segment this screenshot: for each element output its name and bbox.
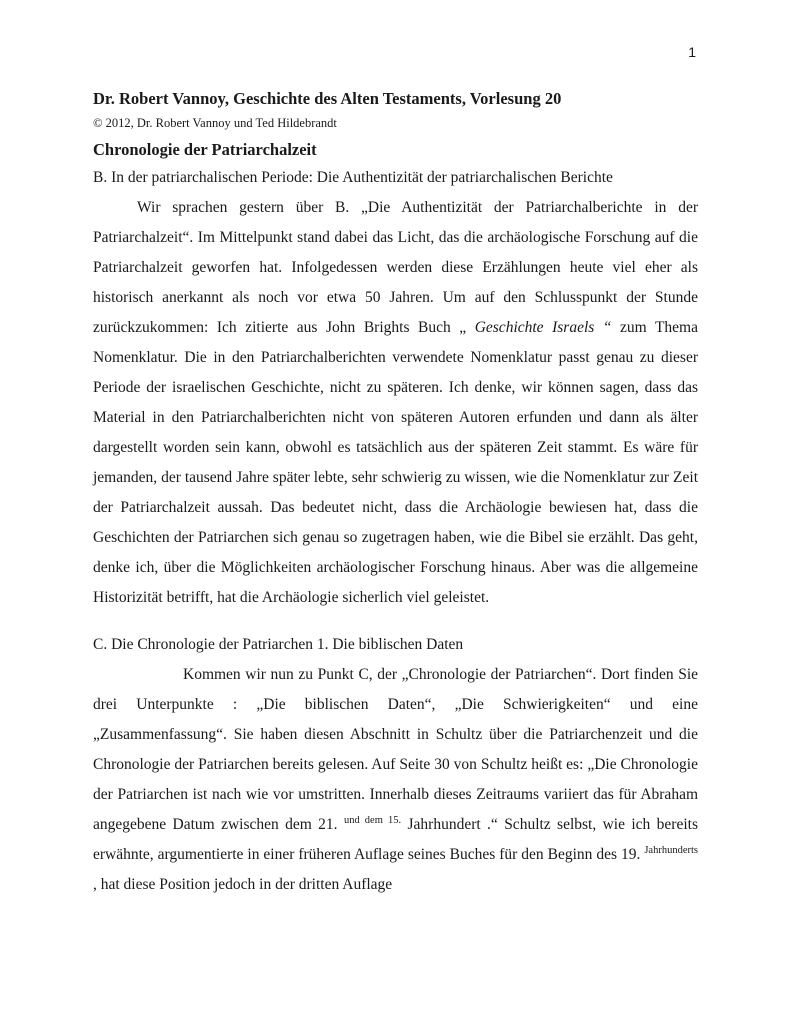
text-segment: Kommen wir nun zu Punkt C, der „Chronologie der Patriarchen“. Dort finden Sie drei Unterpunkte : „Die biblischen Daten“, „Die Schwierigkeiten“ und eine „Zusammenfassung“. Sie haben diesen Abschnitt in Schultz über die Patriarchenzeit und die Chronologie der Patriarchen bereits gelesen. Auf Seite 30 von Schultz heißt es: „Die Chronologie der Patriarchen ist nach wie vor umstritten. Innerhalb dieses Zeitraums variiert das für Abraham angegebene Datum zwischen dem 21. [93,666,698,833]
book-title-italic: Geschichte Israels “ [474,319,612,336]
copyright-line: © 2012, Dr. Robert Vannoy und Ted Hildebrandt [93,116,337,130]
superscript-insertion: Jahrhunderts [644,845,698,856]
text-segment: , hat diese Position jedoch in der dritten Auflage [93,876,393,893]
document-title: Dr. Robert Vannoy, Geschichte des Alten Testaments, Vorlesung 20 [93,89,562,108]
text-segment: zum Thema Nomenklatur. Die in den Patriarchalberichten verwendete Nomenklatur passt genau zu dieser Periode der israelischen Geschichte, nicht zu späteren. Ich denke, wir können sagen, dass das Material in den Patriarchalberichten nicht von späteren Autoren erfunden und dann als älter dargestellt worden sein kann, obwohl es tatsächlich aus der späteren Zeit stammt. Es wäre für jemanden, der tausend Jahre später lebte, sehr schwierig zu wissen, wie die Nomenklatur zur Zeit der Patriarchalzeit aussah. Das bedeutet nicht, dass die Archäologie bewiesen hat, dass die Geschichten der Patriarchen sich genau so zugetragen haben, wie die Bibel sie erzählt. Das geht, denke ich, über die Möglichkeiten archäologischer Forschung hinaus. Aber was die allgemeine Historizität betrifft, hat die Archäologie sicherlich viel geleistet. [93,319,698,606]
page-number: 1 [688,44,696,60]
section-b-heading: B. In der patriarchalischen Periode: Die Authentizität der patriarchalischen Berichte [93,169,613,186]
text-segment: Jahrhundert .“ Schultz selbst, wie ich bereits erwähnte, argumentierte in einer früheren Auflage seines Buches für den Beginn des 19. [93,816,698,863]
paragraph-chronology [93,660,698,900]
section-b [93,163,698,613]
section-c-heading: C. Die Chronologie der Patriarchen 1. Die biblischen Daten [93,636,464,653]
document-subtitle: Chronologie der Patriarchalzeit [93,140,317,159]
paragraph-authenticity [93,193,698,613]
text-segment: Wir sprachen gestern über B. „Die Authentizität der Patriarchalberichte in der Patriarchalzeit“. Im Mittelpunkt stand dabei das Licht, das die archäologische Forschung auf die Patriarchalzeit geworfen hat. Infolgedessen werden diese Erzählungen heute viel eher als historisch anerkannt als noch vor etwa 50 Jahren. Um auf den Schlusspunkt der Stunde zurückzukommen: Ich zitierte aus John Brights Buch „ [93,199,698,336]
section-c [93,630,698,900]
page-content [93,86,698,900]
superscript-insertion: und dem 15. [343,815,402,826]
